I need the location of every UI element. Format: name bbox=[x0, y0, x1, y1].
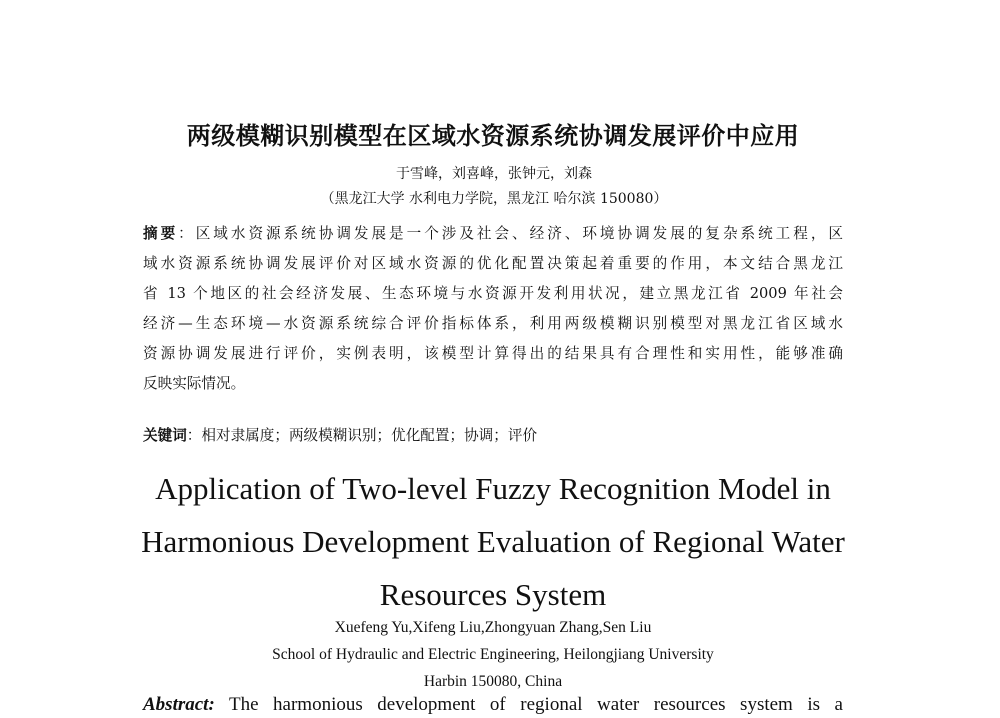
chinese-abstract bbox=[143, 219, 843, 399]
chinese-affiliation: （黑龙江大学 水利电力学院，黑龙江 哈尔滨 150080） bbox=[320, 191, 668, 207]
abstract-line: 经济—生态环境—水资源系统综合评价指标体系，利用两级模糊识别模型对黑龙江省区域水 bbox=[143, 315, 843, 332]
abstract-line: 反映实际情况。 bbox=[143, 375, 246, 392]
chinese-keywords bbox=[143, 424, 843, 445]
abstract-label: 摘要 bbox=[143, 225, 179, 242]
abstract-line: 资源协调发展进行评价，实例表明，该模型计算得出的结果具有合理性和实用性，能够准确 bbox=[143, 345, 843, 362]
english-affiliation: School of Hydraulic and Electric Engineering, Heilongjiang University bbox=[272, 646, 714, 663]
keywords-label: 关键词 bbox=[143, 427, 187, 444]
english-abstract bbox=[143, 694, 843, 716]
english-abstract-label: Abstract: bbox=[143, 694, 215, 715]
english-city: Harbin 150080, China bbox=[423, 673, 563, 690]
english-title bbox=[0, 462, 986, 621]
abstract-line bbox=[143, 219, 843, 249]
english-authors: Xuefeng Yu,Xifeng Liu,Zhongyuan Zhang,Sen Liu bbox=[334, 619, 652, 636]
abstract-line: 域水资源系统协调发展评价对区域水资源的优化配置决策起着重要的作用，本文结合黑龙江 bbox=[143, 255, 843, 272]
english-title-line: Application of Two-level Fuzzy Recognition Model in bbox=[155, 471, 831, 506]
english-title-line: Harmonious Development Evaluation of Regional Water bbox=[141, 524, 845, 559]
english-abstract-text: The harmonious development of regional water resources system is a bbox=[228, 694, 843, 715]
chinese-title: 两级模糊识别模型在区域水资源系统协调发展评价中应用 bbox=[186, 122, 800, 150]
abstract-text: ：区域水资源系统协调发展是一个涉及社会、经济、环境协调发展的复杂系统工程，区 bbox=[178, 225, 843, 242]
chinese-authors: 于雪峰，刘喜峰，张钟元，刘森 bbox=[396, 166, 592, 182]
abstract-line: 省 13 个地区的社会经济发展、生态环境与水资源开发利用状况，建立黑龙江省 2009 年社会 bbox=[143, 285, 843, 302]
english-title-line: Resources System bbox=[379, 577, 607, 612]
keywords-text: ：相对隶属度；两级模糊识别；优化配置；协调；评价 bbox=[186, 427, 538, 444]
